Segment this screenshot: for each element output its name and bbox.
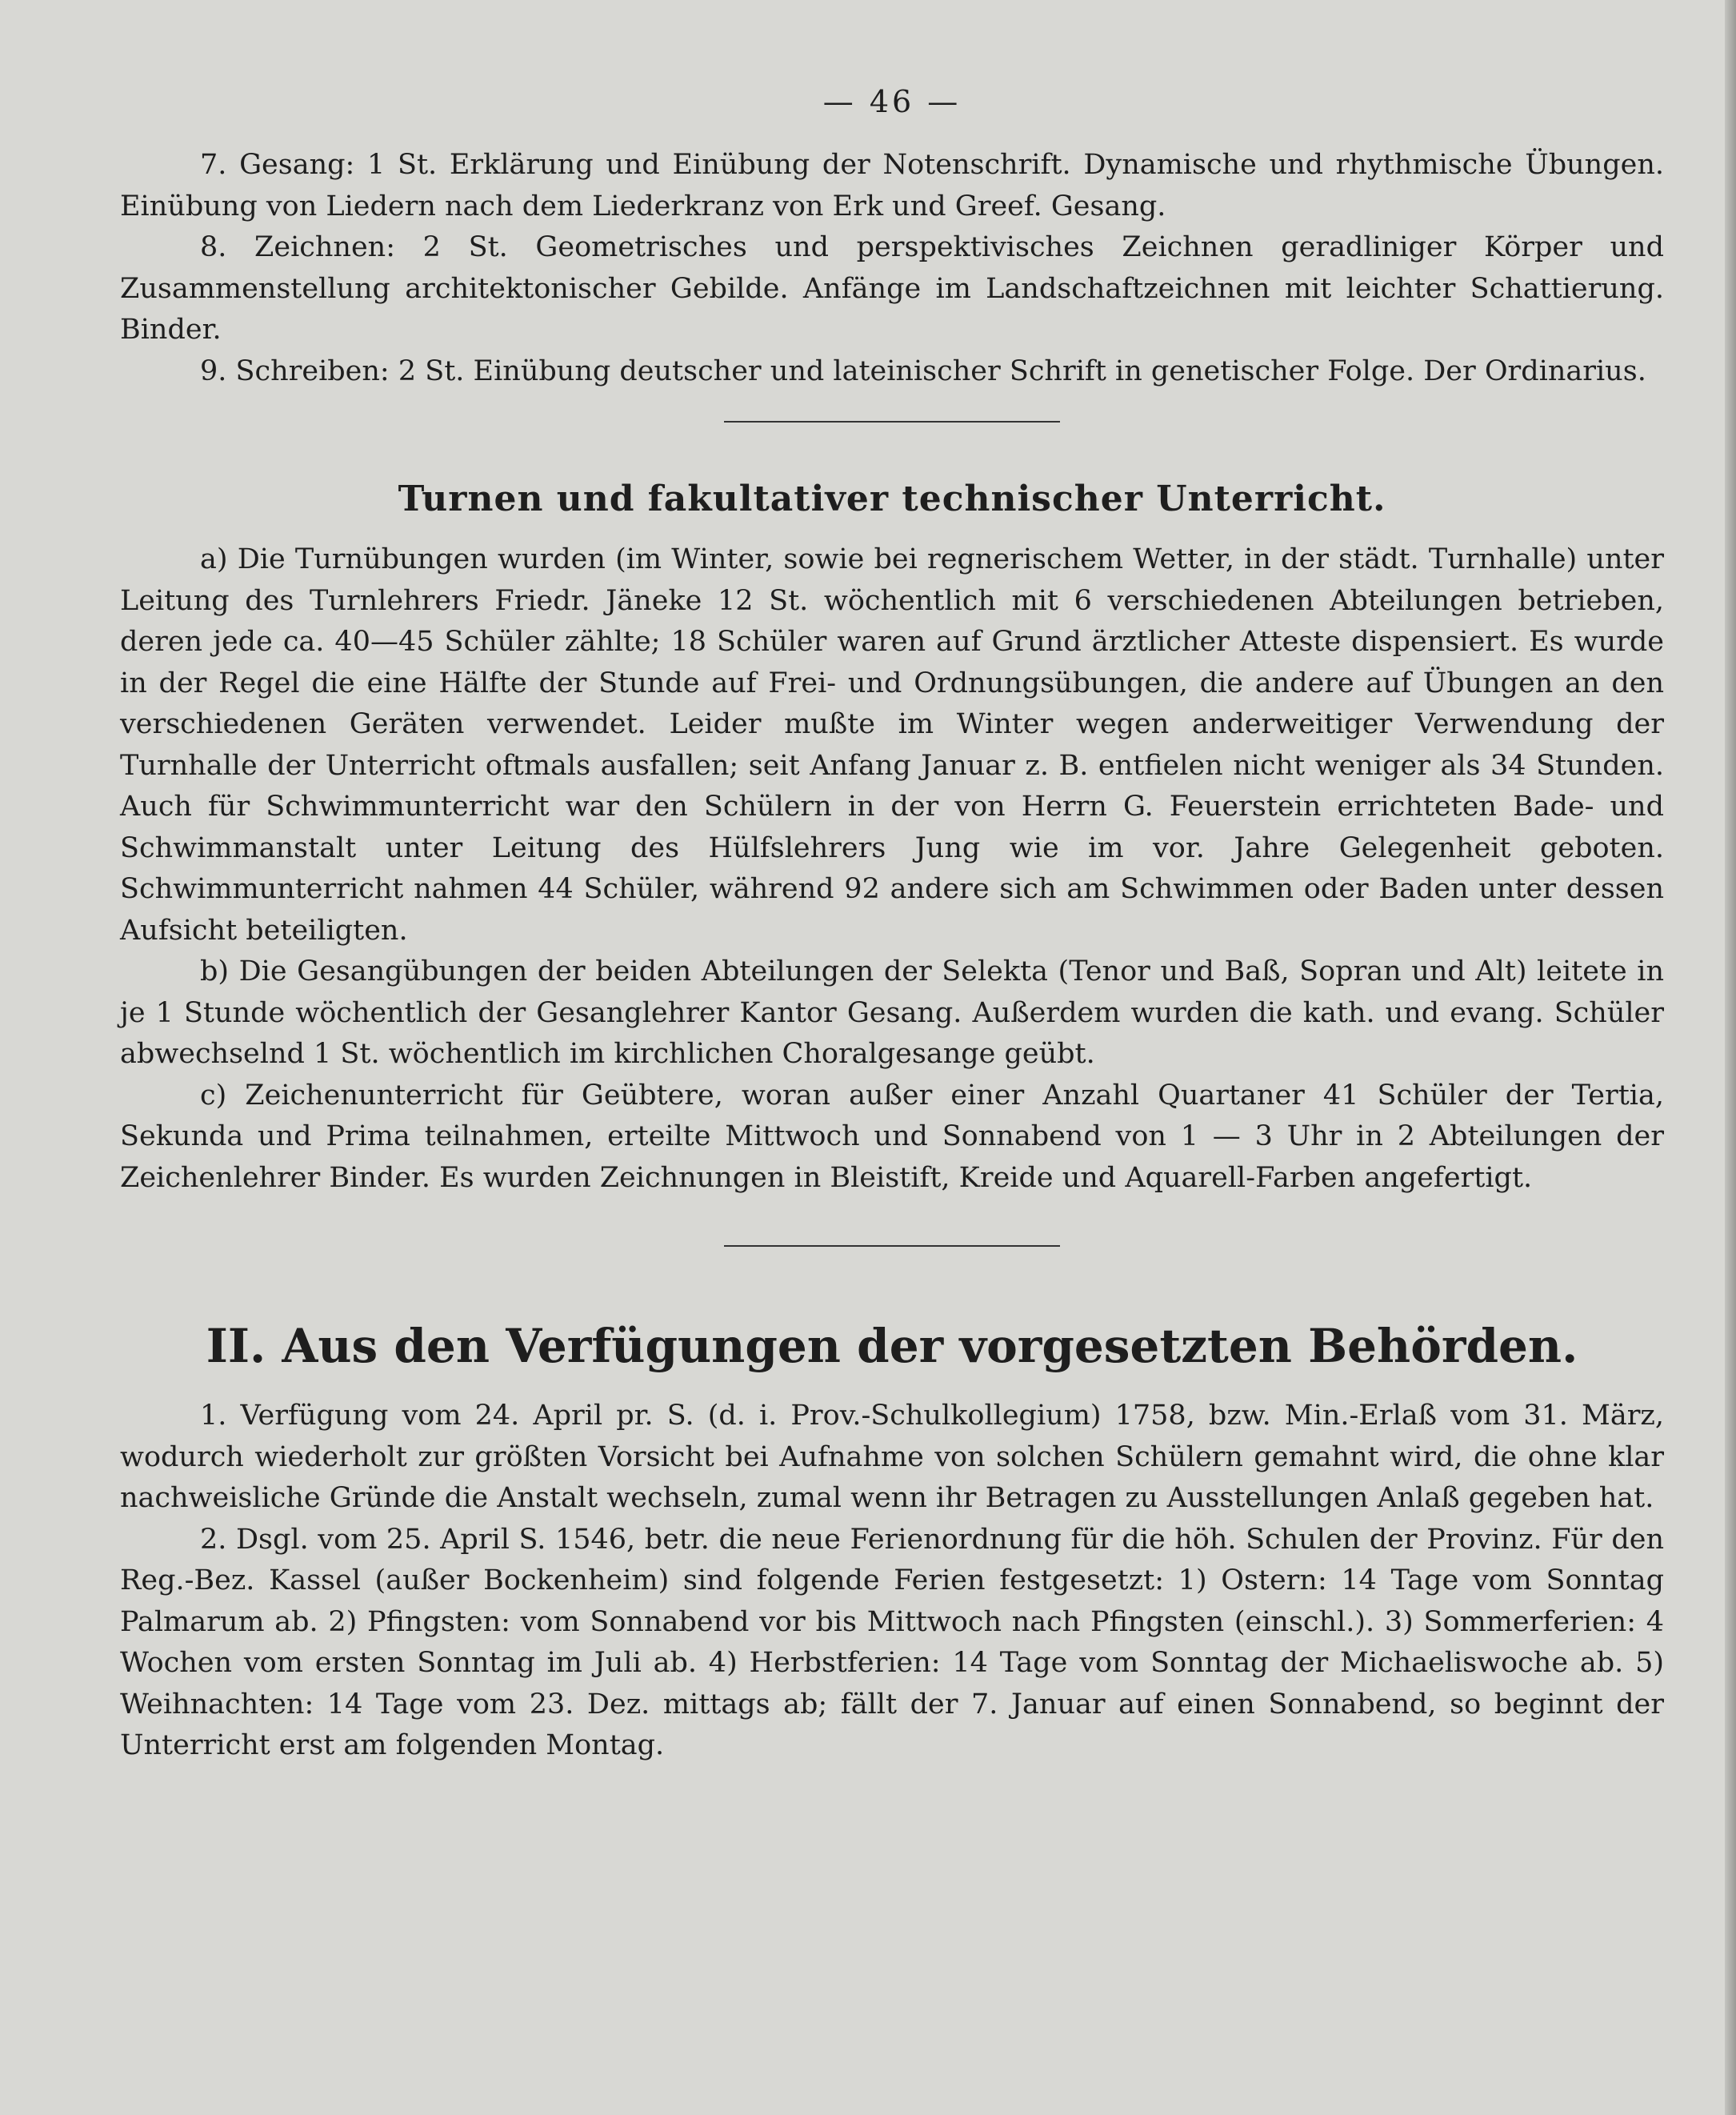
chapter-heading: II. Aus den Verfügungen der vorgesetzten Behörden.	[206, 1319, 1578, 1373]
item-zeichnen: 8. Zeichnen: 2 St. Geometrisches und perspektivisches Zeichnen geradliniger Körper und Zusammenstellung architektonischer Gebilde. Anfänge im Landschaftzeichnen mit leichter Schattierung. Binder.	[120, 231, 1664, 346]
section-divider	[724, 1245, 1060, 1247]
turnen-heading: Turnen und fakultativer technischer Unterricht.	[398, 479, 1386, 519]
page-number: — 46 —	[822, 84, 962, 119]
turnen-paragraph-c: c) Zeichenunterricht für Geübtere, woran außer einer Anzahl Quartaner 41 Schüler der Tertia, Sekunda und Prima teilnahmen, erteilte Mittwoch und Sonnabend von 1 — 3 Uhr in 2 Abteilungen der Zeichenlehrer Binder. Es wurden Zeichnungen in Bleistift, Kreide und Aquarell-Farben angefertigt.	[120, 1079, 1664, 1194]
turnen-paragraph-a: a) Die Turnübungen wurden (im Winter, sowie bei regnerischem Wetter, in der städt. Turnhalle) unter Leitung des Turnlehrers Friedr. Jäneke 12 St. wöchentlich mit 6 verschiedenen Abteilungen betrieben, deren jede ca. 40—45 Schüler zählte; 18 Schüler waren auf Grund ärztlicher Atteste dispensiert. Es wurde in der Regel die eine Hälfte der Stunde auf Frei- und Ordnungsübungen, die andere auf Übungen an den verschiedenen Geräten verwendet. Leider mußte im Winter wegen anderweitiger Verwendung der Turnhalle der Unterricht oftmals ausfallen; seit Anfang Januar z. B. entfielen nicht weniger als 34 Stunden. Auch für Schwimmunterricht war den Schülern in der von Herrn G. Feuerstein errichteten Bade- und Schwimmanstalt unter Leitung des Hülfslehrers Jung wie im vor. Jahre Gelegenheit geboten. Schwimmunterricht nahmen 44 Schüler, während 92 andere sich am Schwimmen oder Baden unter dessen Aufsicht beteiligten.	[120, 543, 1664, 947]
page-gutter-shadow	[1725, 0, 1736, 2115]
verfuegung-paragraph-1: 1. Verfügung vom 24. April pr. S. (d. i. Prov.-Schulkollegium) 1758, bzw. Min.-Erlaß vom 31. März, wodurch wiederholt zur größten Vorsicht bei Aufnahme von solchen Schülern gemahnt wird, die ohne klar nachweisliche Gründe die Anstalt wechseln, zumal wenn ihr Betragen zu Ausstellungen Anlaß gegeben hat.	[120, 1400, 1664, 1514]
turnen-paragraph-b: b) Die Gesangübungen der beiden Abteilungen der Selekta (Tenor und Baß, Sopran und Alt) leitete in je 1 Stunde wöchentlich der Gesanglehrer Kantor Gesang. Außerdem wurden die kath. und evang. Schüler abwechselnd 1 St. wöchentlich im kirchlichen Choralgesange geübt.	[120, 955, 1664, 1070]
verfuegung-paragraph-2: 2. Dsgl. vom 25. April S. 1546, betr. die neue Ferienordnung für die höh. Schulen der Provinz. Für den Reg.-Bez. Kassel (außer Bockenheim) sind folgende Ferien festgesetzt: 1) Ostern: 14 Tage vom Sonntag Palmarum ab. 2) Pfingsten: vom Sonnabend vor bis Mittwoch nach Pfingsten (einschl.). 3) Sommerferien: 4 Wochen vom ersten Sonntag im Juli ab. 4) Herbstferien: 14 Tage vom Sonntag der Michaeliswoche ab. 5) Weihnachten: 14 Tage vom 23. Dez. mittags ab; fällt der 7. Januar auf einen Sonnabend, so beginnt der Unterricht erst am folgenden Montag.	[120, 1523, 1664, 1761]
section-divider	[724, 421, 1060, 423]
item-schreiben: 9. Schreiben: 2 St. Einübung deutscher und lateinischer Schrift in genetischer Folge. Der Ordinarius.	[200, 355, 1646, 387]
item-gesang: 7. Gesang: 1 St. Erklärung und Einübung der Notenschrift. Dynamische und rhythmische Übungen. Einübung von Liedern nach dem Liederkranz von Erk und Greef. Gesang.	[120, 149, 1664, 222]
page-content	[120, 84, 1664, 1767]
